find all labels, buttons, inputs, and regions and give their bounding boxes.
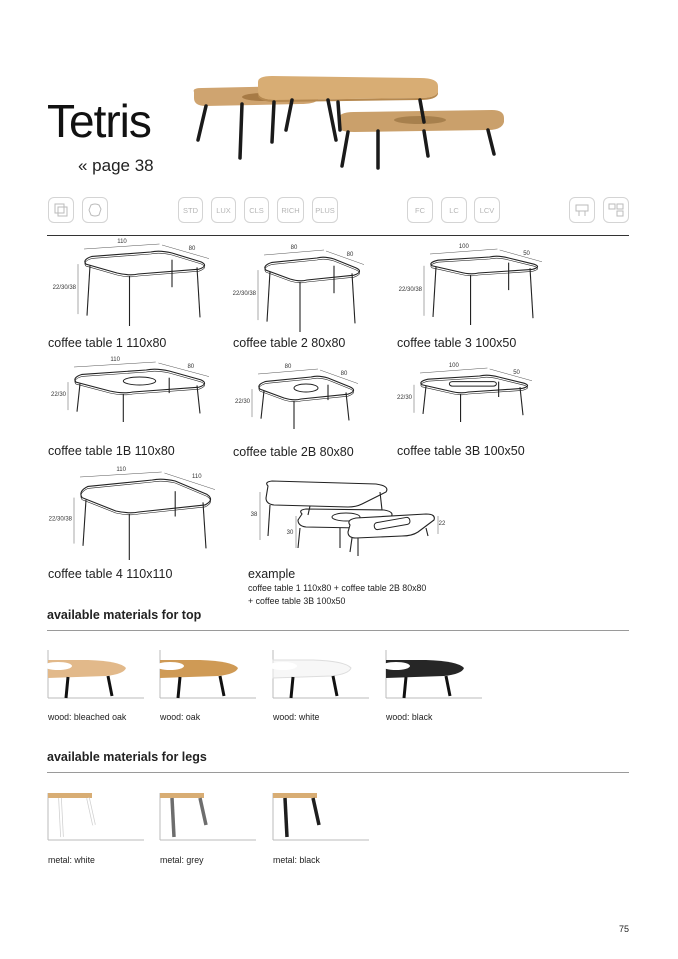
finish-code-fc: FC [407,197,433,223]
dimension-depth: 110 [192,474,202,480]
table-leg [530,268,533,318]
cable-hole [294,384,318,392]
dimension-width: 110 [110,357,120,363]
cable-slot [449,382,496,386]
leg-material-label: metal: white [48,855,95,865]
table-leg [87,266,90,316]
leg-material-swatch [160,793,256,840]
example-drawing [251,481,446,556]
table-leg [426,528,428,536]
leg-sample [88,798,94,825]
leg-material-swatch [273,793,369,840]
table-leg [291,677,293,698]
dimension-depth: 80 [188,246,196,252]
top-material-label: wood: bleached oak [48,712,127,722]
caption-table-1: coffee table 1 110x80 [48,336,167,350]
table-leg [108,676,112,696]
finish-code-rich: RICH [277,197,304,223]
caption-table-3: coffee table 3 100x50 [397,336,517,350]
leg-sample [172,798,174,837]
dimension-height: 30 [286,530,294,536]
leg-material-label: metal: grey [160,855,204,865]
caption-table-1b: coffee table 1B 110x80 [48,444,175,458]
dimension-width: 80 [284,364,292,370]
dimension-width: 110 [116,467,126,473]
heading-materials-top: available materials for top [47,608,202,622]
example-line-1: coffee table 1 110x80 + coffee table 2B 80x80 [248,583,427,593]
table-leg [197,385,200,413]
finish-code-cls: CLS [244,197,269,223]
table-leg [268,505,270,536]
dimension-width: 100 [458,244,469,250]
finish-code-plus: PLUS [312,197,338,223]
dimension-depth: 80 [340,371,348,377]
cable-hole [269,662,297,670]
table-leg [203,502,206,548]
table-leg [267,272,270,322]
materials-top-divider [47,630,629,631]
table-leg [433,267,436,317]
top-material-swatch [44,650,144,698]
top-material-swatch [156,650,256,698]
caption-table-2: coffee table 2 80x80 [233,336,346,350]
dimension-depth: 80 [187,364,195,370]
dimension-height: 38 [250,512,258,518]
top-material-swatch [382,650,482,698]
caption-table-2b: coffee table 2B 80x80 [233,445,354,459]
page-title: Tetris [47,95,151,147]
example-line-2: + coffee table 3B 100x50 [248,596,346,606]
dimension-height: 22/30/38 [52,285,76,292]
dimension-height: 22/30 [234,399,250,406]
table-drawing [235,364,358,429]
dimension-width: 100 [448,363,459,369]
leg-material-swatch [48,793,144,840]
table-leg [220,676,224,696]
caption-table-3b: coffee table 3B 100x50 [397,444,525,458]
top-material-label: wood: oak [160,712,201,722]
table-leg [66,677,68,698]
table-drawing [233,245,364,332]
caption-table-4: coffee table 4 110x110 [48,567,173,581]
table-leg [404,677,406,698]
table-leg [346,392,349,420]
table-drawing [53,239,209,326]
dimension-height: 22/30/38 [232,291,256,298]
leg-sample [285,798,287,837]
top-material-swatch [269,650,369,698]
tabletop-sample [48,793,92,798]
dimension-depth: 50 [513,370,520,376]
leg-material-label: metal: black [273,855,320,865]
heading-materials-legs: available materials for legs [47,750,207,764]
table-leg [423,386,426,414]
table-drawing [399,244,542,325]
table-leg [77,384,80,412]
tabletop-sample [160,793,204,798]
finish-code-lc: LC [441,197,467,223]
dimension-height: 22/30 [396,394,412,401]
page-number: 75 [618,924,629,934]
dimension-height: 22/30/38 [48,516,72,523]
tabletop-outline [266,481,387,507]
table-leg [520,387,523,415]
table-drawing [51,357,209,422]
tabletop-outline [81,479,211,513]
table-leg [298,528,300,548]
dimension-width: 80 [290,245,298,251]
leg-sample [313,798,319,825]
top-material-label: wood: black [386,712,433,722]
dimension-width: 110 [117,239,127,245]
tabletop-sample [273,793,317,798]
table-leg [83,500,86,546]
table-leg [352,273,355,323]
cable-hole [382,662,410,670]
finish-code-std: STD [178,197,203,223]
dimension-depth: 50 [523,251,530,257]
table-drawing [49,467,215,560]
leg-sample [200,798,206,825]
table-leg [261,391,264,419]
table-leg [178,677,180,698]
page-reference[interactable]: « page 38 [78,156,154,175]
materials-legs-divider [47,772,629,773]
table-leg [197,267,200,317]
dimension-height: 22/30/38 [398,286,422,293]
table-drawing [397,363,532,422]
leg-swatches [0,785,678,845]
caption-example: example [248,567,296,581]
dimension-height: 22/30 [50,392,66,399]
cable-hole [156,662,184,670]
finish-code-lux: LUX [211,197,236,223]
top-swatches [0,640,678,710]
table-leg [333,676,337,696]
cable-hole [44,662,72,670]
table-leg [446,676,450,696]
cable-hole [123,377,155,385]
top-material-label: wood: white [273,712,320,722]
dimension-depth: 80 [346,252,354,258]
dimension-height: 22 [438,521,446,527]
table-leg [350,538,352,552]
finish-code-lcv: LCV [474,197,500,223]
